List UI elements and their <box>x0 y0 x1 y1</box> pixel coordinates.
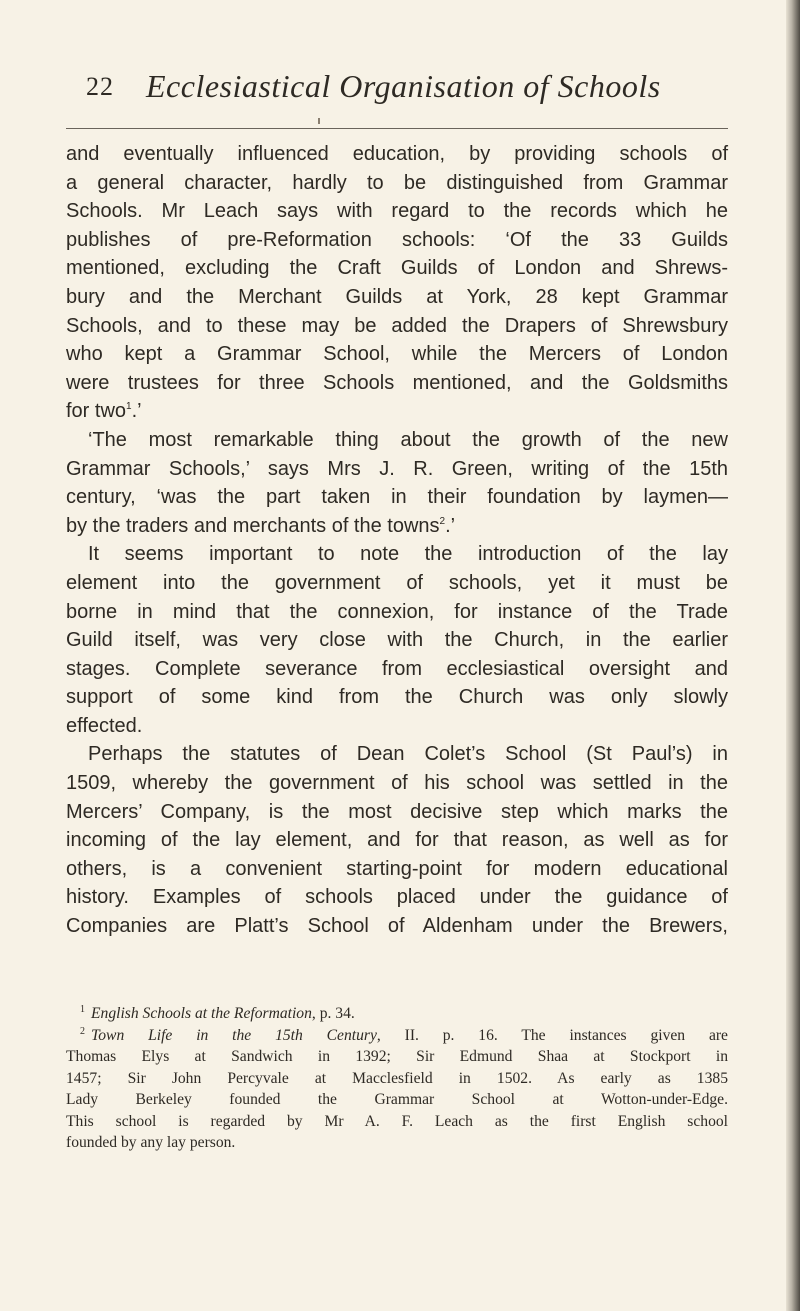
text-line: element into the government of schools, yet it must be <box>66 571 728 594</box>
text-line: Companies are Platt’s School of Aldenham under the Brewers, <box>66 915 728 938</box>
text-fragment: for two <box>66 400 127 423</box>
page-edge-shadow <box>786 0 800 1311</box>
main-text <box>66 140 728 941</box>
text-line: bury and the Merchant Guilds at York, 28 kept Grammar <box>66 285 728 308</box>
text-line: 1509, whereby the government of his school was settled in the <box>66 772 728 795</box>
page-header <box>86 68 726 112</box>
text-line: Perhaps the statutes of Dean Colet’s School (St Paul’s) in <box>88 743 728 766</box>
closing-quote: .’ <box>445 514 456 537</box>
footnote-2 <box>66 1025 728 1047</box>
header-rule <box>66 128 728 129</box>
text-line: mentioned, excluding the Craft Guilds of London and Shrews- <box>66 257 728 280</box>
text-line: support of some kind from the Church was only slowly <box>66 686 728 709</box>
text-line <box>66 397 728 426</box>
text-fragment: by the traders and merchants of the towns <box>66 514 440 537</box>
text-line: were trustees for three Schools mentioned, and the Goldsmiths <box>66 371 728 394</box>
text-line <box>66 512 728 541</box>
text-line: Schools. Mr Leach says with regard to the records which he <box>66 200 728 223</box>
text-line: Grammar Schools,’ says Mrs J. R. Green, writing of the 15th <box>66 457 728 480</box>
print-mark <box>318 118 320 124</box>
page-number: 22 <box>86 72 114 101</box>
footnote-1 <box>66 1003 728 1025</box>
text-line: Guild itself, was very close with the Church, in the earlier <box>66 629 728 652</box>
text-line: history. Examples of schools placed under the guidance of <box>66 886 728 909</box>
text-line: a general character, hardly to be distinguished from Grammar <box>66 171 728 194</box>
footnote-text: , p. 34. <box>311 1005 355 1022</box>
footnote-reference: 1 <box>126 401 132 413</box>
footnote-line: 1457; Sir John Percyvale at Macclesfield in 1502. As early as 1385 <box>66 1069 728 1087</box>
footnote-reference: 2 <box>439 515 446 527</box>
footnotes <box>66 1003 728 1154</box>
text-line: borne in mind that the connexion, for instance of the Trade <box>66 600 728 623</box>
text-line: effected. <box>66 714 143 737</box>
footnote-line: Lady Berkeley founded the Grammar School at Wotton-under-Edge. <box>66 1091 728 1108</box>
footnote-source-title: Town Life in the 15th Century <box>91 1026 377 1044</box>
footnote-line: This school is regarded by Mr A. F. Leach as the first English school <box>66 1112 728 1130</box>
text-line: Mercers’ Company, is the most decisive step which marks the <box>66 800 728 823</box>
text-line: It seems important to note the introduction of the lay <box>88 543 728 566</box>
footnote-line: founded by any lay person. <box>66 1134 236 1151</box>
footnote-source-title: English Schools at the Reformation <box>91 1005 312 1022</box>
footnote-line: Thomas Elys at Sandwich in 1392; Sir Edmund Shaa at Stockport in <box>66 1048 728 1065</box>
text-line: who kept a Grammar School, while the Mercers of London <box>66 343 728 366</box>
footnote-mark: 1 <box>80 1004 85 1015</box>
running-title: Ecclesiastical Organisation of Schools <box>146 68 661 104</box>
text-line: stages. Complete severance from ecclesiastical oversight and <box>66 657 728 680</box>
text-line: century, ‘was the part taken in their foundation by laymen— <box>66 486 728 509</box>
footnote-text: , II. p. 16. The instances given are <box>376 1026 728 1044</box>
text-line: and eventually influenced education, by providing schools of <box>66 143 728 165</box>
footnote-mark: 2 <box>80 1025 85 1037</box>
closing-quote: .’ <box>131 400 142 423</box>
text-line: Schools, and to these may be added the Drapers of Shrewsbury <box>66 314 728 337</box>
text-line: publishes of pre-Reformation schools: ‘Of the 33 Guilds <box>66 228 728 251</box>
text-line: ‘The most remarkable thing about the growth of the new <box>88 428 728 451</box>
text-line: others, is a convenient starting-point for modern educational <box>66 857 728 880</box>
text-line: incoming of the lay element, and for that reason, as well as for <box>66 829 728 852</box>
